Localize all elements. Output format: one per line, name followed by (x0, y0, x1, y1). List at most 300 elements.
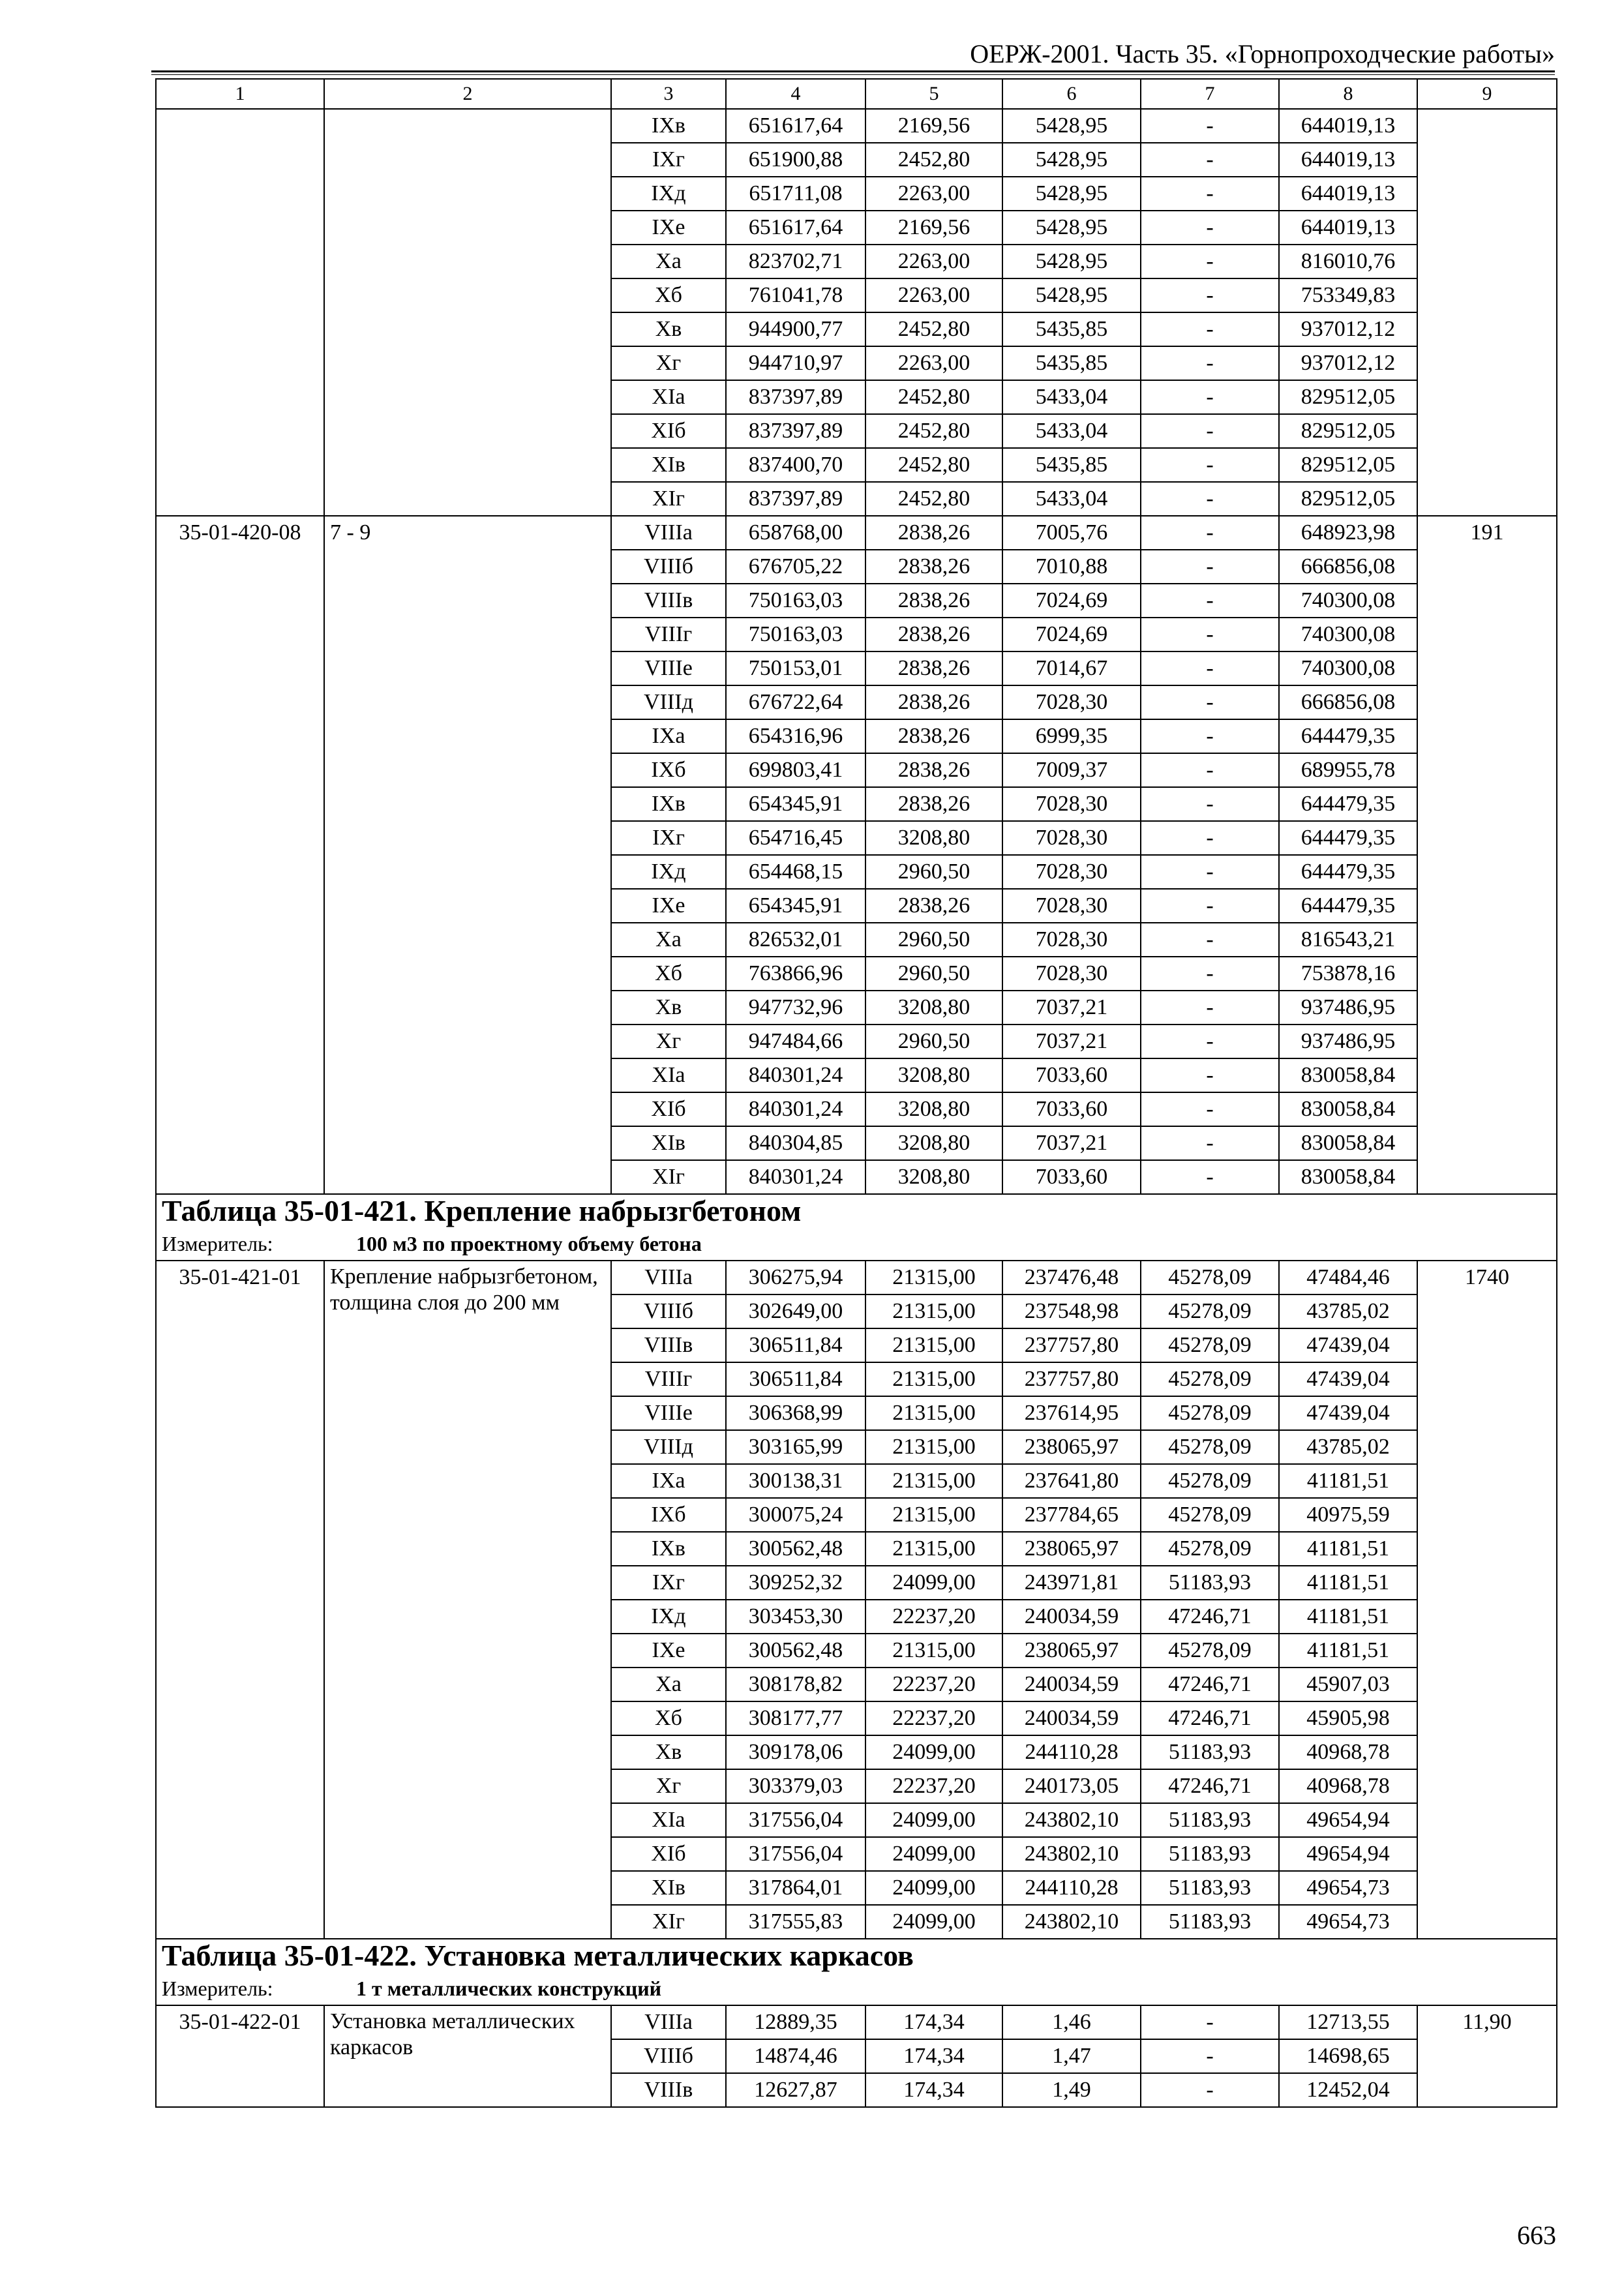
cost-value: 651617,64 (726, 211, 865, 245)
cost-value: - (1141, 889, 1279, 923)
cost-value: 837397,89 (726, 482, 865, 516)
work-description (324, 109, 611, 516)
cost-value: 1,46 (1002, 2005, 1141, 2039)
rate-code: 35-01-422-01 (156, 2005, 324, 2107)
cost-value: 648923,98 (1279, 516, 1417, 550)
cost-value: 654716,45 (726, 821, 865, 855)
cost-value: 689955,78 (1279, 753, 1417, 787)
cost-value: - (1141, 991, 1279, 1025)
cost-value: 829512,05 (1279, 414, 1417, 448)
cost-value: 43785,02 (1279, 1294, 1417, 1328)
cost-value: 5433,04 (1002, 414, 1141, 448)
cost-value: 699803,41 (726, 753, 865, 787)
region-code: Xв (611, 1735, 726, 1769)
cost-value: 45278,09 (1141, 1396, 1279, 1430)
cost-value: 2452,80 (865, 380, 1002, 414)
region-code: VIIIб (611, 1294, 726, 1328)
cost-value: 300075,24 (726, 1498, 865, 1532)
region-code: Xг (611, 1769, 726, 1803)
cost-value: - (1141, 1160, 1279, 1194)
cost-value: 24099,00 (865, 1735, 1002, 1769)
cost-value: 937012,12 (1279, 346, 1417, 380)
column-number: 8 (1279, 79, 1417, 109)
cost-value: 238065,97 (1002, 1634, 1141, 1668)
cost-value: 45278,09 (1141, 1328, 1279, 1362)
cost-value: 21315,00 (865, 1464, 1002, 1498)
cost-value: 45278,09 (1141, 1464, 1279, 1498)
cost-value: 5435,85 (1002, 346, 1141, 380)
cost-value: 3208,80 (865, 821, 1002, 855)
cost-value: 837397,89 (726, 414, 865, 448)
column-number: 3 (611, 79, 726, 109)
cost-value: 45907,03 (1279, 1668, 1417, 1701)
meter-label: Измеритель: (162, 1232, 273, 1255)
work-description: 7 - 9 (324, 516, 611, 1194)
cost-value: - (1141, 482, 1279, 516)
cost-value: - (1141, 211, 1279, 245)
table-title-row (156, 1194, 1557, 1227)
cost-value: 243802,10 (1002, 1905, 1141, 1939)
cost-value: 22237,20 (865, 1701, 1002, 1735)
region-code: IXв (611, 109, 726, 143)
cost-value: 51183,93 (1141, 1871, 1279, 1905)
cost-value: 7014,67 (1002, 651, 1141, 685)
cost-value: 51183,93 (1141, 1837, 1279, 1871)
cost-value: 244110,28 (1002, 1871, 1141, 1905)
cost-value: 309252,32 (726, 1566, 865, 1600)
cost-value: 5428,95 (1002, 278, 1141, 312)
table-title-row (156, 1939, 1557, 1972)
cost-value: 45905,98 (1279, 1701, 1417, 1735)
cost-value: - (1141, 109, 1279, 143)
meter-value: 100 м3 по проектному объему бетона (356, 1232, 702, 1255)
cost-value: 7009,37 (1002, 753, 1141, 787)
region-code: VIIIд (611, 685, 726, 719)
work-description: Крепление набрызгбетоном, толщина слоя до 200 мм (324, 1261, 611, 1939)
cost-value: 24099,00 (865, 1803, 1002, 1837)
cost-value: 761041,78 (726, 278, 865, 312)
cost-value: 5435,85 (1002, 448, 1141, 482)
cost-value: - (1141, 957, 1279, 991)
cost-value: 51183,93 (1141, 1735, 1279, 1769)
cost-value: 24099,00 (865, 1871, 1002, 1905)
cost-value: 14698,65 (1279, 2039, 1417, 2073)
cost-value: 302649,00 (726, 1294, 865, 1328)
cost-value: 5435,85 (1002, 312, 1141, 346)
cost-value: 7033,60 (1002, 1058, 1141, 1092)
rate-code: 35-01-420-08 (156, 516, 324, 1194)
region-code: XIг (611, 1905, 726, 1939)
region-code: XIб (611, 414, 726, 448)
cost-value: 666856,08 (1279, 685, 1417, 719)
cost-value: 2169,56 (865, 109, 1002, 143)
cost-value: 243802,10 (1002, 1837, 1141, 1871)
region-code: IXе (611, 1634, 726, 1668)
rate-code: 35-01-421-01 (156, 1261, 324, 1939)
cost-value: 7033,60 (1002, 1160, 1141, 1194)
region-code: IXб (611, 753, 726, 787)
cost-value: 303165,99 (726, 1430, 865, 1464)
cost-value: 944900,77 (726, 312, 865, 346)
cost-value: 300138,31 (726, 1464, 865, 1498)
cost-value: - (1141, 787, 1279, 821)
region-code: Xа (611, 1668, 726, 1701)
region-code: IXа (611, 719, 726, 753)
cost-value: 45278,09 (1141, 1294, 1279, 1328)
region-code: IXг (611, 821, 726, 855)
region-code: VIIIе (611, 651, 726, 685)
cost-value: 1,49 (1002, 2073, 1141, 2107)
cost-value: 676705,22 (726, 550, 865, 584)
column-number: 7 (1141, 79, 1279, 109)
table-title: Таблица 35-01-422. Установка металлических каркасов (156, 1939, 1557, 1972)
cost-value: 840301,24 (726, 1160, 865, 1194)
cost-value: - (1141, 278, 1279, 312)
cost-value: 816543,21 (1279, 923, 1417, 957)
region-code: XIв (611, 1871, 726, 1905)
cost-value: 21315,00 (865, 1328, 1002, 1362)
region-code: IXд (611, 855, 726, 889)
region-code: Xв (611, 991, 726, 1025)
cost-value: 654345,91 (726, 889, 865, 923)
region-code: XIг (611, 1160, 726, 1194)
cost-value: 651617,64 (726, 109, 865, 143)
region-code: VIIIг (611, 618, 726, 651)
column-number: 9 (1417, 79, 1557, 109)
cost-value: 654468,15 (726, 855, 865, 889)
cost-value: 947484,66 (726, 1025, 865, 1058)
cost-value: 2838,26 (865, 618, 1002, 651)
cost-value: 237548,98 (1002, 1294, 1141, 1328)
labor-value: 1740 (1417, 1261, 1557, 1939)
cost-value: 830058,84 (1279, 1126, 1417, 1160)
table-row (156, 109, 1557, 143)
region-code: IXе (611, 889, 726, 923)
region-code: IXв (611, 1532, 726, 1566)
cost-value: - (1141, 651, 1279, 685)
cost-value: 644019,13 (1279, 109, 1417, 143)
labor-value: 11,90 (1417, 2005, 1557, 2107)
cost-value: 6999,35 (1002, 719, 1141, 753)
cost-value: 840301,24 (726, 1058, 865, 1092)
region-code: XIб (611, 1092, 726, 1126)
cost-value: 240034,59 (1002, 1600, 1141, 1634)
cost-value: 750163,03 (726, 584, 865, 618)
cost-value: 12889,35 (726, 2005, 865, 2039)
column-number: 2 (324, 79, 611, 109)
cost-value: - (1141, 516, 1279, 550)
cost-value: - (1141, 143, 1279, 177)
cost-value: 51183,93 (1141, 1905, 1279, 1939)
cost-value: 644019,13 (1279, 211, 1417, 245)
cost-value: 41181,51 (1279, 1532, 1417, 1566)
region-code: IXе (611, 211, 726, 245)
region-code: Xб (611, 957, 726, 991)
region-code: XIв (611, 1126, 726, 1160)
cost-value: 308178,82 (726, 1668, 865, 1701)
cost-value: 2838,26 (865, 685, 1002, 719)
cost-value: 45278,09 (1141, 1634, 1279, 1668)
region-code: IXг (611, 143, 726, 177)
cost-value: 174,34 (865, 2073, 1002, 2107)
column-number: 1 (156, 79, 324, 109)
cost-value: 24099,00 (865, 1837, 1002, 1871)
cost-value: 3208,80 (865, 1058, 1002, 1092)
cost-value: 840301,24 (726, 1092, 865, 1126)
cost-value: 317556,04 (726, 1803, 865, 1837)
cost-value: 3208,80 (865, 1126, 1002, 1160)
cost-value: 21315,00 (865, 1294, 1002, 1328)
region-code: VIIIе (611, 1396, 726, 1430)
cost-value: 750163,03 (726, 618, 865, 651)
region-code: Xг (611, 346, 726, 380)
cost-value: 45278,09 (1141, 1261, 1279, 1294)
cost-value: 2838,26 (865, 550, 1002, 584)
price-table (155, 78, 1557, 2108)
cost-value: 41181,51 (1279, 1566, 1417, 1600)
cost-value: 238065,97 (1002, 1532, 1141, 1566)
cost-value: 3208,80 (865, 1160, 1002, 1194)
cost-value: 317555,83 (726, 1905, 865, 1939)
cost-value: 47246,71 (1141, 1701, 1279, 1735)
cost-value: - (1141, 821, 1279, 855)
cost-value: 829512,05 (1279, 482, 1417, 516)
cost-value: 654345,91 (726, 787, 865, 821)
cost-value: 49654,73 (1279, 1905, 1417, 1939)
cost-value: 7033,60 (1002, 1092, 1141, 1126)
rate-code (156, 109, 324, 516)
cost-value: 308177,77 (726, 1701, 865, 1735)
table-row (156, 516, 1557, 550)
region-code: VIIIа (611, 516, 726, 550)
column-number: 6 (1002, 79, 1141, 109)
region-code: XIв (611, 448, 726, 482)
cost-value: 317556,04 (726, 1837, 865, 1871)
cost-value: 237757,80 (1002, 1328, 1141, 1362)
cost-value: 937012,12 (1279, 312, 1417, 346)
region-code: IXг (611, 1566, 726, 1600)
cost-value: 3208,80 (865, 991, 1002, 1025)
cost-value: 237784,65 (1002, 1498, 1141, 1532)
cost-value: 47484,46 (1279, 1261, 1417, 1294)
cost-value: 49654,94 (1279, 1803, 1417, 1837)
cost-value: 21315,00 (865, 1430, 1002, 1464)
cost-value: 303379,03 (726, 1769, 865, 1803)
cost-value: - (1141, 1025, 1279, 1058)
cost-value: 306511,84 (726, 1328, 865, 1362)
cost-value: 237476,48 (1002, 1261, 1141, 1294)
cost-value: - (1141, 1092, 1279, 1126)
region-code: IXд (611, 177, 726, 211)
cost-value: 12627,87 (726, 2073, 865, 2107)
cost-value: - (1141, 245, 1279, 278)
cost-value: 7037,21 (1002, 1126, 1141, 1160)
page-number: 663 (1517, 2221, 1556, 2250)
cost-value: 12713,55 (1279, 2005, 1417, 2039)
cost-value: 944710,97 (726, 346, 865, 380)
region-code: VIIIд (611, 1430, 726, 1464)
region-code: IXб (611, 1498, 726, 1532)
cost-value: 21315,00 (865, 1396, 1002, 1430)
cost-value: - (1141, 177, 1279, 211)
cost-value: 740300,08 (1279, 584, 1417, 618)
work-description: Установка металлических каркасов (324, 2005, 611, 2107)
cost-value: 2263,00 (865, 346, 1002, 380)
region-code: XIа (611, 1058, 726, 1092)
cost-value: 237757,80 (1002, 1362, 1141, 1396)
cost-value: 45278,09 (1141, 1532, 1279, 1566)
cost-value: 829512,05 (1279, 380, 1417, 414)
cost-value: 240034,59 (1002, 1701, 1141, 1735)
region-code: Xб (611, 278, 726, 312)
labor-value: 191 (1417, 516, 1557, 1194)
cost-value: 5428,95 (1002, 143, 1141, 177)
meter-row (156, 1227, 1557, 1261)
cost-value: 41181,51 (1279, 1464, 1417, 1498)
cost-value: 2452,80 (865, 414, 1002, 448)
cost-value: 47246,71 (1141, 1769, 1279, 1803)
cost-value: 2452,80 (865, 448, 1002, 482)
cost-value: 2452,80 (865, 143, 1002, 177)
region-code: IXд (611, 1600, 726, 1634)
cost-value: 24099,00 (865, 1905, 1002, 1939)
cost-value: 51183,93 (1141, 1566, 1279, 1600)
region-code: VIIIв (611, 584, 726, 618)
cost-value: 666856,08 (1279, 550, 1417, 584)
cost-value: 7028,30 (1002, 787, 1141, 821)
cost-value: - (1141, 550, 1279, 584)
cost-value: 7037,21 (1002, 991, 1141, 1025)
cost-value: 5428,95 (1002, 211, 1141, 245)
cost-value: 303453,30 (726, 1600, 865, 1634)
cost-value: 947732,96 (726, 991, 865, 1025)
cost-value: 2838,26 (865, 787, 1002, 821)
region-code: Xг (611, 1025, 726, 1058)
cost-value: 7024,69 (1002, 618, 1141, 651)
cost-value: 830058,84 (1279, 1092, 1417, 1126)
region-code: XIа (611, 380, 726, 414)
column-number: 4 (726, 79, 865, 109)
page-header: ОЕРЖ-2001. Часть 35. «Горнопроходческие работы» (970, 39, 1555, 68)
cost-value: 12452,04 (1279, 2073, 1417, 2107)
cost-value: - (1141, 1058, 1279, 1092)
cost-value: 2960,50 (865, 957, 1002, 991)
meter-cell (156, 1227, 1557, 1261)
cost-value: 830058,84 (1279, 1160, 1417, 1194)
cost-value: 5433,04 (1002, 482, 1141, 516)
region-code: Xб (611, 1701, 726, 1735)
region-code: VIIIв (611, 2073, 726, 2107)
cost-value: 5433,04 (1002, 380, 1141, 414)
cost-value: - (1141, 312, 1279, 346)
cost-value: 2960,50 (865, 1025, 1002, 1058)
cost-value: 21315,00 (865, 1261, 1002, 1294)
cost-value: 45278,09 (1141, 1430, 1279, 1464)
cost-value: 7028,30 (1002, 923, 1141, 957)
cost-value: 317864,01 (726, 1871, 865, 1905)
region-code: XIг (611, 482, 726, 516)
cost-value: 937486,95 (1279, 1025, 1417, 1058)
region-code: IXа (611, 1464, 726, 1498)
cost-value: 2838,26 (865, 651, 1002, 685)
column-number: 5 (865, 79, 1002, 109)
cost-value: 2838,26 (865, 719, 1002, 753)
cost-value: 7028,30 (1002, 855, 1141, 889)
cost-value: 2838,26 (865, 889, 1002, 923)
cost-value: 676722,64 (726, 685, 865, 719)
cost-value: 47246,71 (1141, 1668, 1279, 1701)
cost-value: 837397,89 (726, 380, 865, 414)
cost-value: 21315,00 (865, 1362, 1002, 1396)
region-code: VIIIа (611, 1261, 726, 1294)
cost-value: 174,34 (865, 2039, 1002, 2073)
cost-value: 830058,84 (1279, 1058, 1417, 1092)
cost-value: 174,34 (865, 2005, 1002, 2039)
table-row (156, 1261, 1557, 1294)
cost-value: 21315,00 (865, 1634, 1002, 1668)
cost-value: - (1141, 584, 1279, 618)
cost-value: 306368,99 (726, 1396, 865, 1430)
cost-value: 5428,95 (1002, 245, 1141, 278)
cost-value: 2838,26 (865, 584, 1002, 618)
cost-value: 47439,04 (1279, 1362, 1417, 1396)
cost-value: - (1141, 2073, 1279, 2107)
cost-value: 654316,96 (726, 719, 865, 753)
cost-value: - (1141, 2039, 1279, 2073)
cost-value: 837400,70 (726, 448, 865, 482)
cost-value: 300562,48 (726, 1532, 865, 1566)
cost-value: 644479,35 (1279, 889, 1417, 923)
region-code: VIIIа (611, 2005, 726, 2039)
cost-value: 5428,95 (1002, 109, 1141, 143)
cost-value: 237614,95 (1002, 1396, 1141, 1430)
cost-value: 937486,95 (1279, 991, 1417, 1025)
region-code: Xа (611, 923, 726, 957)
cost-value: 47246,71 (1141, 1600, 1279, 1634)
cost-value: - (1141, 753, 1279, 787)
meter-row (156, 1972, 1557, 2005)
cost-value: 2452,80 (865, 312, 1002, 346)
cost-value: 753878,16 (1279, 957, 1417, 991)
cost-value: 21315,00 (865, 1498, 1002, 1532)
cost-value: 823702,71 (726, 245, 865, 278)
cost-value: 644479,35 (1279, 855, 1417, 889)
cost-value: 658768,00 (726, 516, 865, 550)
cost-value: 7028,30 (1002, 957, 1141, 991)
cost-value: 3208,80 (865, 1092, 1002, 1126)
cost-value: 14874,46 (726, 2039, 865, 2073)
cost-value: 243971,81 (1002, 1566, 1141, 1600)
cost-value: 7024,69 (1002, 584, 1141, 618)
cost-value: 309178,06 (726, 1735, 865, 1769)
cost-value: 238065,97 (1002, 1430, 1141, 1464)
cost-value: - (1141, 346, 1279, 380)
cost-value: 7028,30 (1002, 821, 1141, 855)
cost-value: 5428,95 (1002, 177, 1141, 211)
cost-value: 7005,76 (1002, 516, 1141, 550)
cost-value: - (1141, 855, 1279, 889)
region-code: XIб (611, 1837, 726, 1871)
region-code: IXв (611, 787, 726, 821)
cost-value: 644479,35 (1279, 787, 1417, 821)
cost-value: 45278,09 (1141, 1362, 1279, 1396)
cost-value: 240173,05 (1002, 1769, 1141, 1803)
cost-value: - (1141, 685, 1279, 719)
cost-value: 2838,26 (865, 753, 1002, 787)
cost-value: 40968,78 (1279, 1769, 1417, 1803)
cost-value: 22237,20 (865, 1600, 1002, 1634)
meter-label: Измеритель: (162, 1977, 273, 2000)
